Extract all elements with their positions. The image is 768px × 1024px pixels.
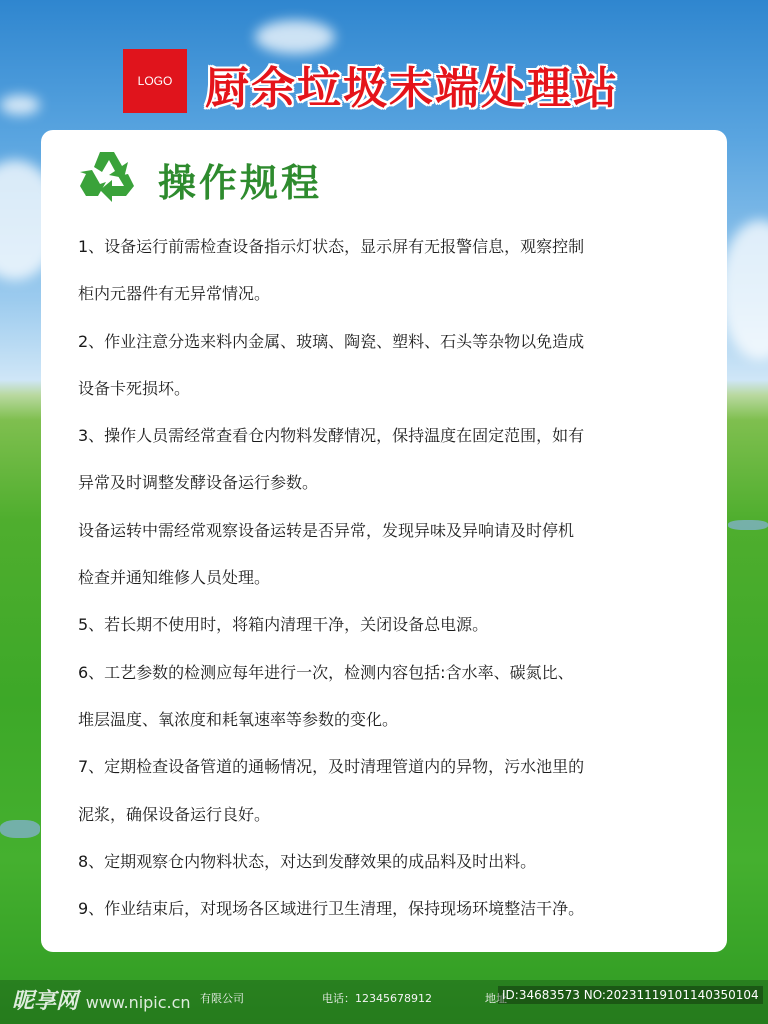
cloud [0,95,40,115]
footer-phone: 电话：12345678912 [322,992,432,1005]
rule-line: 设备卡死损坏。 [78,378,191,398]
rules-list [78,227,708,936]
lake [0,820,40,838]
rule-line: 9、作业结束后，对现场各区域进行卫生清理，保持现场环境整洁干净。 [78,899,585,919]
footer-address: 地址 [485,992,507,1005]
rule-line: 设备运转中需经常观察设备运转是否异常，发现异味及异响请及时停机 [78,520,575,540]
rule-line: 3、操作人员需经常查看仓内物料发酵情况，保持温度在固定范围，如有 [78,426,585,446]
lake [728,520,768,530]
rule-line: 2、作业注意分选来料内金属、玻璃、陶瓷、塑料、石头等杂物以免造成 [78,331,585,351]
rule-line: 6、工艺参数的检测应每年进行一次，检测内容包括:含水率、碳氮比、 [78,662,574,682]
watermark [12,984,191,1015]
cloud [255,20,335,54]
rule-line: 5、若长期不使用时，将箱内清理干净，关闭设备总电源。 [78,615,489,635]
content-panel [41,130,727,952]
rule-line: 8、定期观察仓内物料状态，对达到发酵效果的成品料及时出料。 [78,851,537,871]
rule-line: 1、设备运行前需检查设备指示灯状态，显示屏有无报警信息，观察控制 [78,237,585,256]
watermark-url: www.nipic.cn [85,993,191,1012]
recycle-icon [78,148,138,204]
panel-heading: 操作规程 [158,161,323,205]
rule-line: 泥浆，确保设备运行良好。 [78,804,271,824]
rule-line: 检查并通知维修人员处理。 [78,568,271,588]
rule-line: 堆层温度、氧浓度和耗氧速率等参数的变化。 [78,709,399,729]
rule-line: 异常及时调整发酵设备运行参数。 [78,473,319,493]
watermark-name: 昵享网 [12,989,79,1014]
footer-company: 有限公司 [200,992,244,1005]
page-title: 厨余垃圾末端处理站 [205,63,619,114]
rule-line: 柜内元器件有无异常情况。 [78,284,271,304]
logo-box: LOGO [123,49,187,113]
cloud [720,220,768,360]
image-id-label: ID:34683573 NO:20231119101140350104 [498,986,763,1004]
rule-line: 7、定期检查设备管道的通畅情况，及时清理管道内的异物，污水池里的 [78,757,585,777]
